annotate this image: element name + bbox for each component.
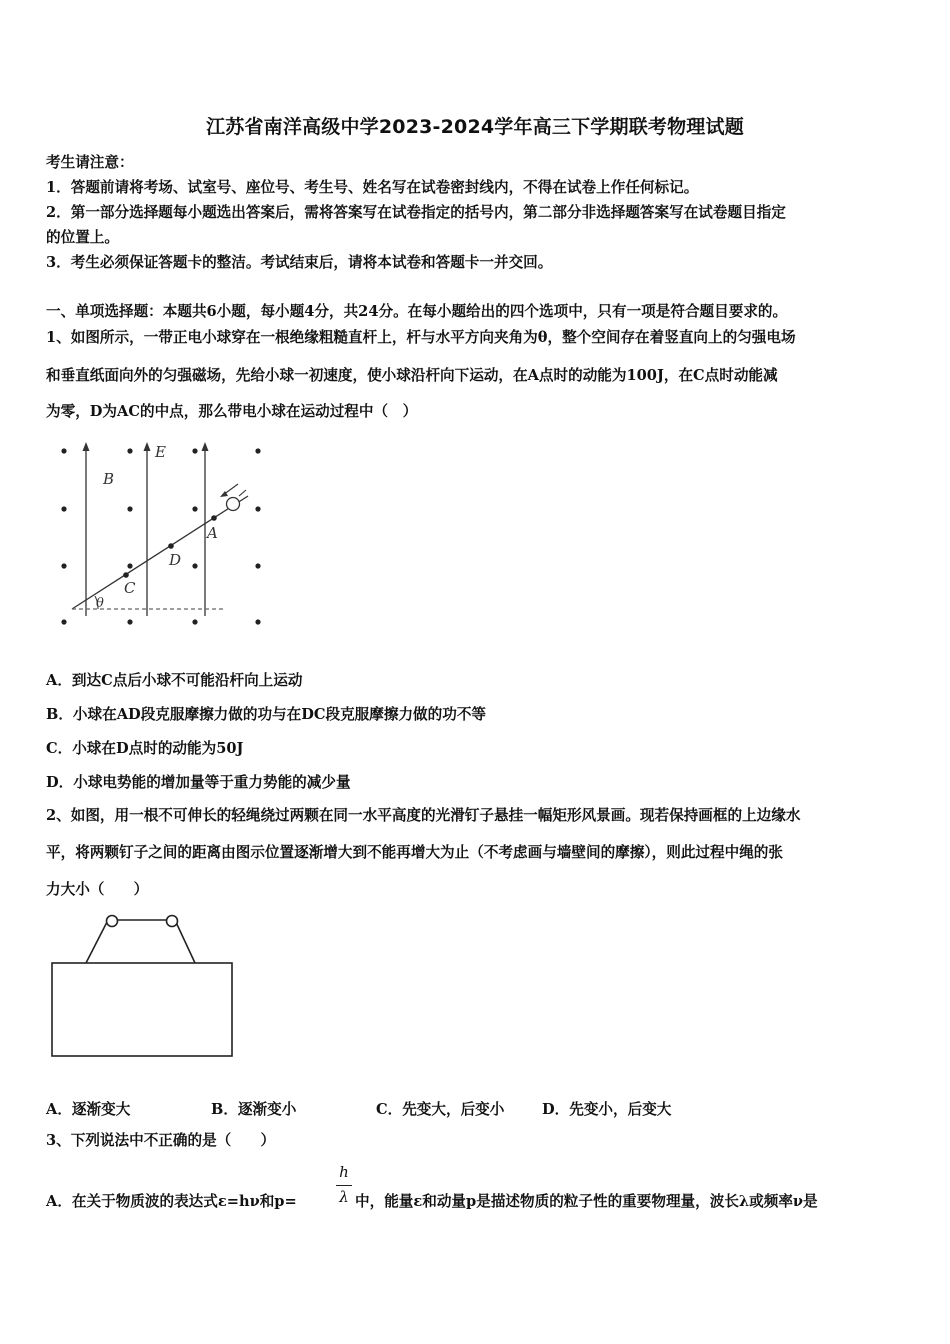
q2-stem-line: 力大小（ ）	[46, 881, 149, 898]
rod	[72, 496, 248, 609]
label-c: C	[124, 579, 136, 597]
q3-stem: 3、下列说法中不正确的是（ ）	[46, 1132, 276, 1149]
q2-stem-line: 2、如图，用一根不可伸长的轻绳绕过两颗在同一水平高度的光滑钉子悬挂一幅矩形风景画。现若保持画框的上边缘水	[46, 807, 801, 824]
fraction-numerator: h	[339, 1163, 349, 1181]
page-title: 江苏省南洋高级中学2023-2024学年高三下学期联考物理试题	[206, 116, 744, 138]
nail-left	[107, 916, 118, 927]
point-c	[123, 572, 129, 578]
point-a	[211, 515, 217, 521]
q1-stem-line: 为零，D为AC的中点，那么带电小球在运动过程中（ ）	[46, 403, 418, 420]
q1-stem-line: 1、如图所示，一带正电小球穿在一根绝缘粗糙直杆上，杆与水平方向夹角为θ，整个空间存在着竖直向上的匀强电场	[46, 329, 796, 346]
q1-option: B．小球在AD段克服摩擦力做的功与在DC段克服摩擦力做的功不等	[46, 706, 487, 723]
label-b: B	[103, 470, 115, 488]
label-d: D	[169, 551, 182, 569]
q1-stem-line: 和垂直纸面向外的匀强磁场，先给小球一初速度，使小球沿杆向下运动，在A点时的动能为100J，在C点时动能减	[46, 367, 778, 384]
label-e: E	[155, 443, 166, 461]
nail-right	[167, 916, 178, 927]
q2-stem-line: 平，将两颗钉子之间的距离由图示位置逐渐增大到不能再增大为止（不考虑画与墙壁间的摩擦），则此过程中绳的张	[46, 844, 783, 861]
notice-heading: 考生请注意：	[46, 154, 134, 171]
notice-item: 1．答题前请将考场、试室号、座位号、考生号、姓名写在试卷密封线内，不得在试卷上作任何标记。	[46, 179, 699, 196]
fraction-bar	[336, 1185, 352, 1186]
notice-item: 2．第一部分选择题每小题选出答案后，需将答案写在试卷指定的括号内，第二部分非选择题答案写在试卷题目指定	[46, 204, 786, 221]
fraction-denominator: λ	[339, 1188, 349, 1206]
q1-option: D．小球电势能的增加量等于重力势能的减少量	[46, 774, 351, 791]
q1-figure	[50, 434, 280, 634]
q1-option: C．小球在D点时的动能为50J	[46, 740, 244, 757]
point-d	[168, 543, 174, 549]
q2-option: C．先变大，后变小	[376, 1101, 505, 1118]
picture-frame	[52, 963, 232, 1056]
label-a: A	[207, 524, 218, 542]
ball	[227, 498, 240, 511]
notice-item: 的位置上。	[46, 229, 119, 246]
q3-option-a-prefix: A．在关于物质波的表达式ε=hν和p=	[46, 1193, 297, 1210]
q3-option-a-suffix: 中，能量ε和动量p是描述物质的粒子性的重要物理量，波长λ或频率ν是	[355, 1193, 818, 1210]
q1-option: A．到达C点后小球不可能沿杆向上运动	[46, 672, 303, 689]
label-theta: θ	[96, 596, 104, 611]
q2-option: D．先变小，后变大	[542, 1101, 672, 1118]
notice-item: 3．考生必须保证答题卡的整洁。考试结束后，请将本试卷和答题卡一并交回。	[46, 254, 553, 271]
rope	[86, 920, 195, 963]
magnetic-field-dots	[61, 448, 260, 624]
q2-option: B．逐渐变小	[211, 1101, 297, 1118]
section-heading: 一、单项选择题：本题共6小题，每小题4分，共24分。在每小题给出的四个选项中，只有一项是符合题目要求的。	[46, 303, 788, 320]
q2-option: A．逐渐变大	[46, 1101, 131, 1118]
q2-figure	[46, 910, 241, 1062]
